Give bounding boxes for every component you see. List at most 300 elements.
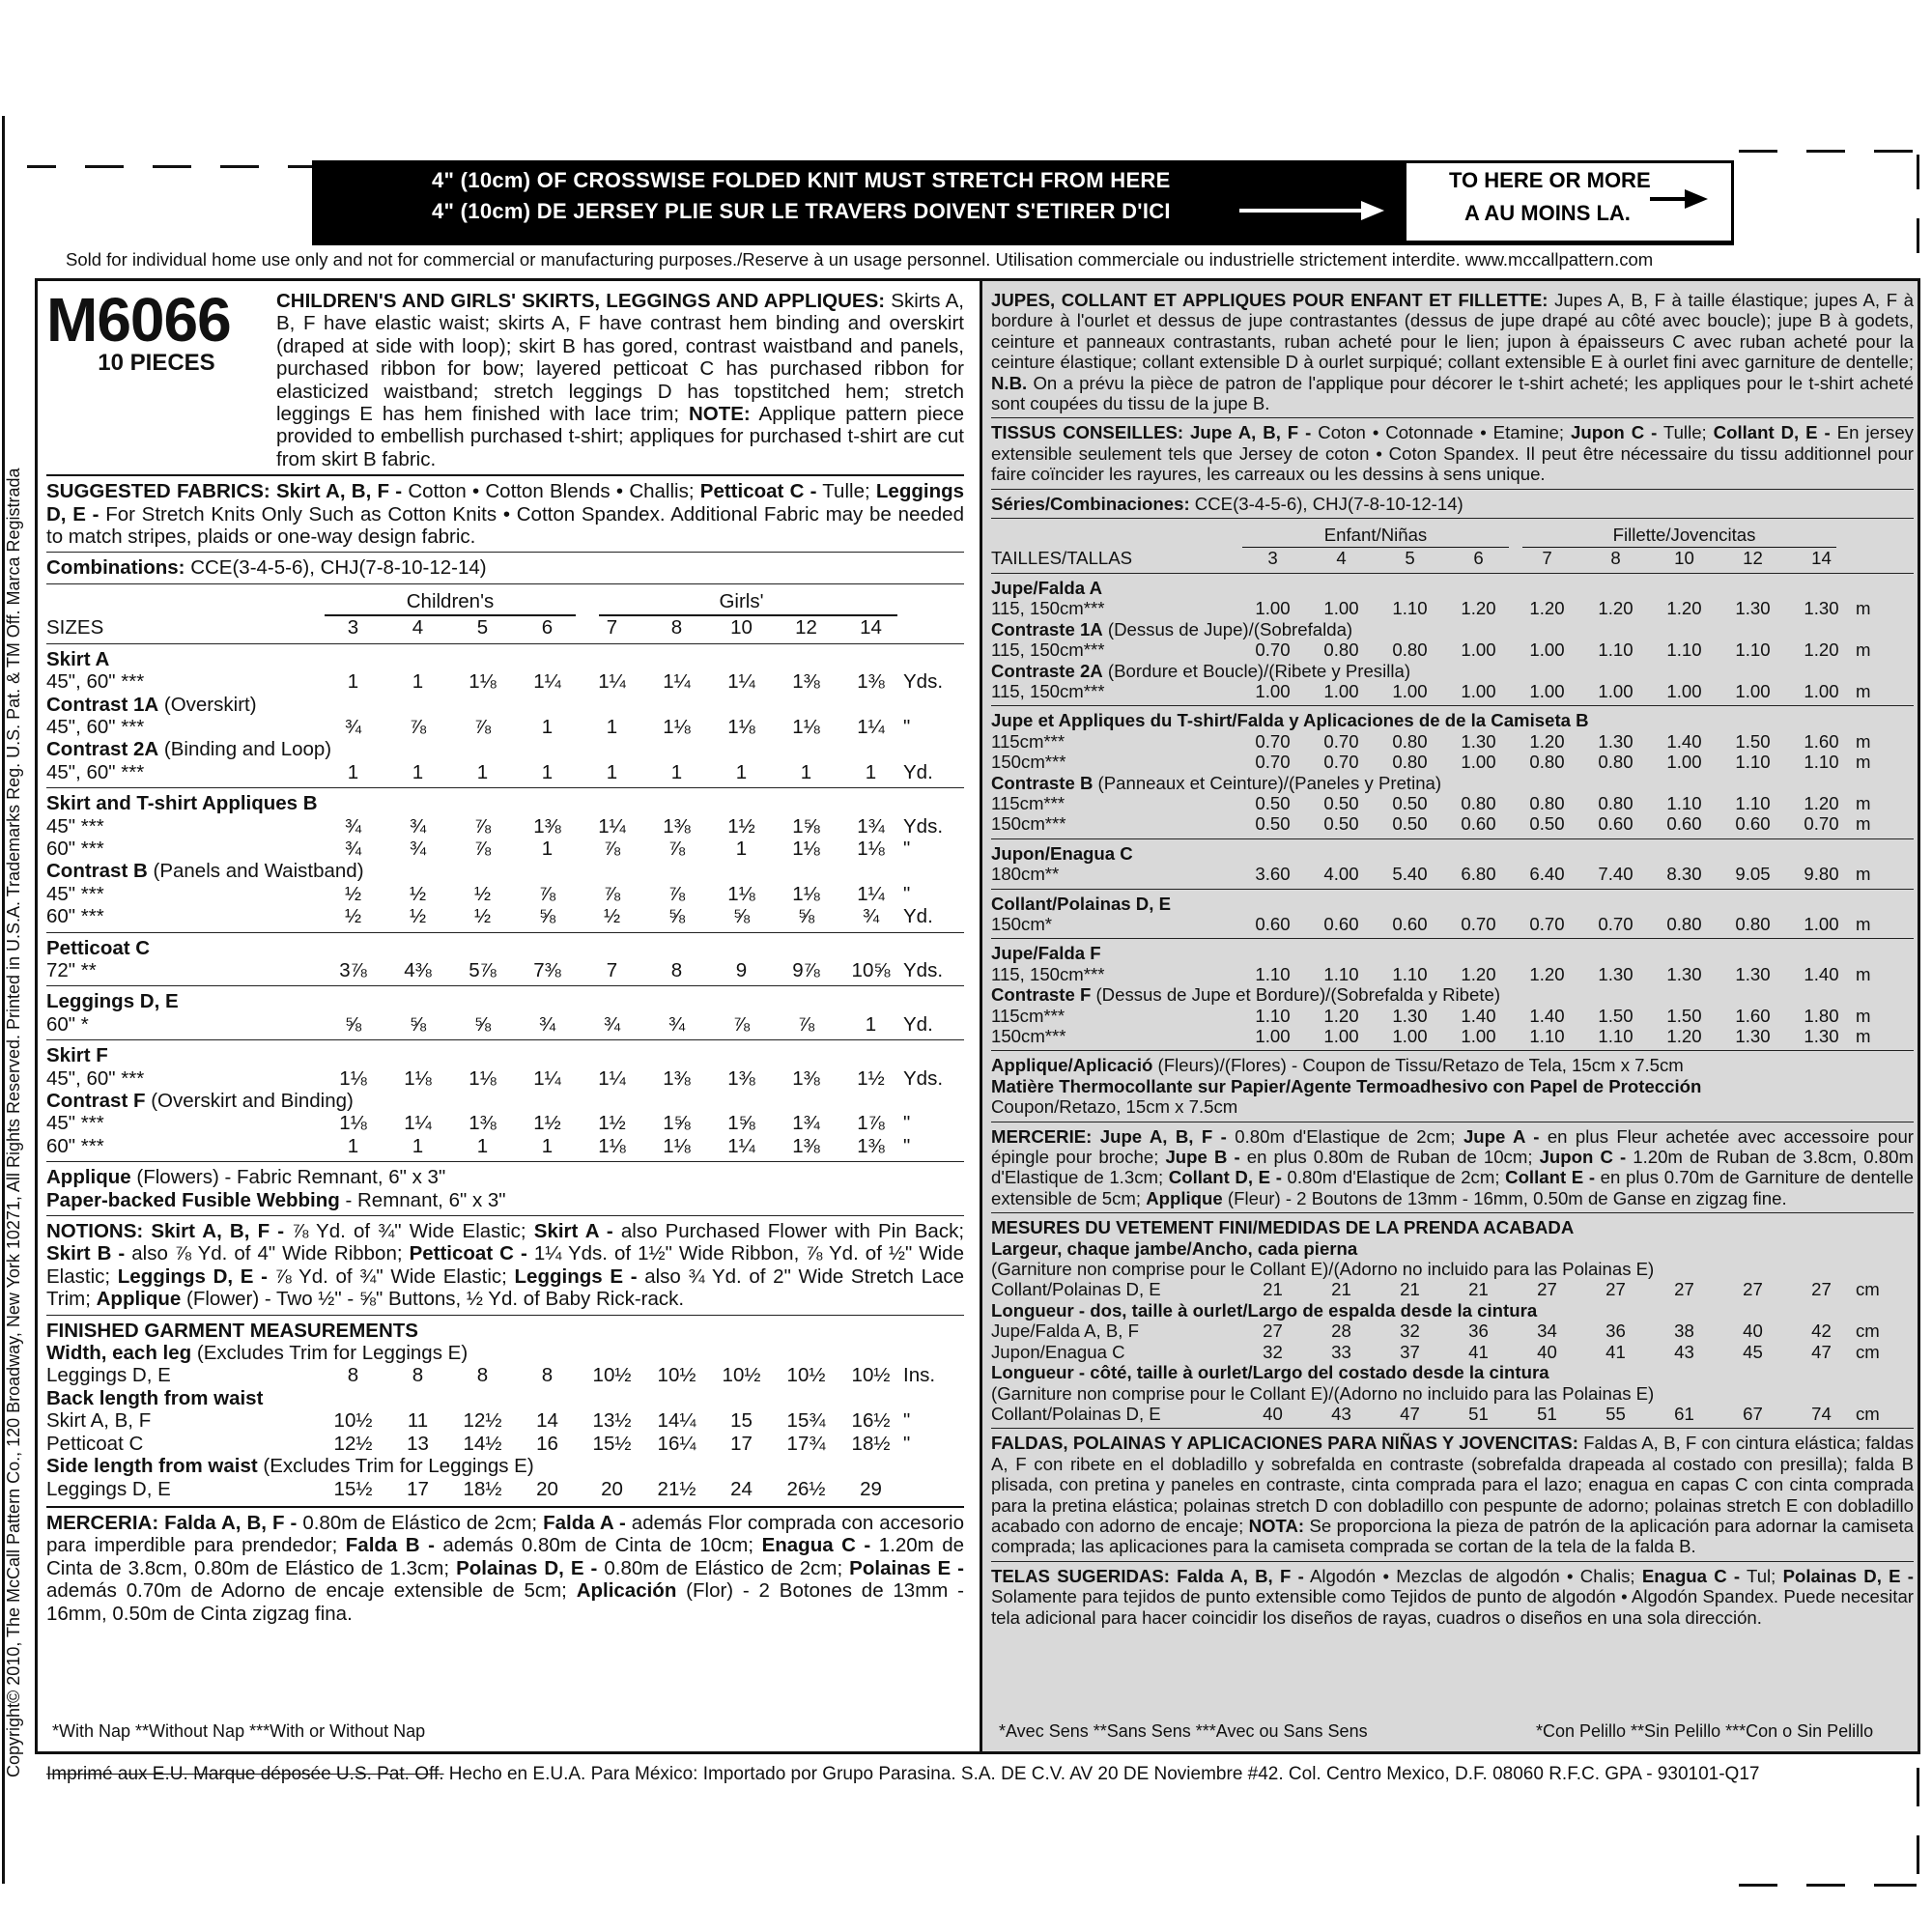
cell-value: 1.10: [1392, 598, 1428, 619]
cell-value: 1⅝: [663, 1112, 691, 1135]
french-spanish-column: [991, 290, 1914, 1628]
row-unit: m: [1856, 792, 1871, 813]
cell-value: 1: [476, 1134, 489, 1157]
table-row: [46, 716, 964, 738]
cell-value: 1.30: [1461, 730, 1496, 752]
row-unit: m: [1856, 1026, 1871, 1046]
size-label: 5: [1405, 548, 1415, 569]
cell-value: ½: [409, 905, 427, 928]
cell-value: 1: [347, 670, 359, 694]
cell-value: ½: [473, 882, 492, 905]
cell-value: 1.20: [1666, 598, 1702, 619]
cell-value: ⅞: [603, 837, 621, 860]
cell-value: 43: [1674, 1341, 1694, 1362]
row-heading: Skirt F: [46, 1044, 108, 1067]
cell-value: 1: [476, 760, 489, 783]
row-label: 115cm***: [991, 792, 1065, 813]
cell-value: 1½: [727, 814, 755, 838]
cell-value: 1⅛: [469, 1066, 497, 1090]
table-row: [46, 1067, 964, 1090]
table-row: [46, 761, 964, 783]
row-unit: Yds.: [903, 1066, 944, 1090]
cell-value: 1.20: [1461, 963, 1496, 984]
cell-value: 0.70: [1255, 752, 1291, 773]
fr-measurements: [991, 1217, 1914, 1424]
cell-value: 9.80: [1804, 864, 1839, 885]
tissus-conseilles: TISSUS CONSEILLES: Jupe A, B, F - Coton • Cotonnade • Etamine; Jupon C - Tulle; Collant D, E - En jersey extensible seulement tels que Jersey de coton • Coton Spandex. Il peut être nécessaire du tissu additionnel pour faire coïncider les rayures, les carreaux ou les dessins à sens unique.: [991, 422, 1914, 485]
row-heading: Longueur - côté, taille à ourlet/Largo del costado desde la cintura: [991, 1362, 1549, 1383]
cell-value: 40: [1743, 1321, 1763, 1342]
table-row: [46, 959, 964, 981]
row-heading: Side length from waist (Excludes Trim for Leggings E): [46, 1455, 534, 1478]
cell-value: 1½: [533, 1112, 561, 1135]
stretch-text-en: 4" (10cm) OF CROSSWISE FOLDED KNIT MUST STRETCH FROM HERE: [432, 168, 1171, 192]
cell-value: 1⅛: [792, 715, 820, 738]
row-heading: Contraste B (Panneaux et Ceinture)/(Paneles y Pretina): [991, 772, 1442, 793]
cell-value: 13½: [592, 1409, 632, 1433]
title-row: [46, 285, 964, 470]
cell-value: 10⅝: [851, 958, 891, 981]
cell-value: ⅞: [473, 814, 492, 838]
size-label: 3: [347, 616, 359, 639]
size-label: 10: [1674, 548, 1694, 569]
row-label: 45", 60" ***: [46, 1066, 145, 1090]
cell-value: 41: [1605, 1341, 1626, 1362]
table-row: [46, 1013, 964, 1036]
cell-value: 0.80: [1529, 752, 1565, 773]
table-row: [46, 1433, 964, 1455]
row-unit: m: [1856, 813, 1871, 835]
cell-value: 1.00: [1323, 680, 1359, 701]
size-label: 7: [1542, 548, 1552, 569]
cell-value: 16: [536, 1432, 558, 1455]
cell-value: 1.10: [1392, 963, 1428, 984]
cell-value: 0.50: [1255, 792, 1291, 813]
cell-value: 26½: [786, 1477, 826, 1500]
cell-value: 1.20: [1529, 598, 1565, 619]
row-label: 45" ***: [46, 814, 104, 838]
row-heading: Skirt A: [46, 647, 110, 670]
table-row: [991, 793, 1914, 813]
cell-value: 0.80: [1529, 792, 1565, 813]
es-description: FALDAS, POLAINAS Y APLICACIONES PARA NIÑAS Y JOVENCITAS: Faldas A, B, F con cintura elástica; faldas A, F con ribete en el dobladillo y sobrefalda en contraste (sobrefalda drapeada al costado con presilla); falda B plisada, con pretina y paneles en contraste, cinta comprada para el lazo; enagua en capas C con cinta comprada para la pretina elástica; polainas stretch D con dobladillo con pespunte de adorno; polainas stretch E con dobladillo acabado con adorno de encaje; NOTA: Se proporciona la pieza de patrón de la aplicación para adornar la camiseta comprada; las aplicaciones para la camiseta comprada se cortan de la tela de la falda B.: [991, 1433, 1914, 1557]
cell-value: 8: [347, 1364, 359, 1387]
row-label: 115cm***: [991, 1005, 1065, 1026]
cell-value: 10½: [592, 1364, 632, 1387]
row-heading: Contraste 1A (Dessus de Jupe)/(Sobrefalda): [991, 618, 1353, 639]
cell-value: 0.50: [1323, 813, 1359, 835]
cell-value: 41: [1468, 1341, 1489, 1362]
applique-materials: Applique (Flowers) - Fabric Remnant, 6" x 3" Paper-backed Fusible Webbing - Remnant, 6" x 3": [46, 1166, 506, 1211]
cell-value: 1: [865, 760, 877, 783]
cell-value: 10½: [851, 1364, 891, 1387]
cell-value: ½: [473, 905, 492, 928]
row-unit: Ins.: [903, 1364, 936, 1387]
cell-value: 1: [347, 1134, 359, 1157]
cell-value: 1⅜: [792, 1066, 820, 1090]
cell-value: 1.20: [1804, 639, 1839, 661]
cell-value: 1.20: [1529, 730, 1565, 752]
cell-value: ¾: [409, 814, 427, 838]
cell-value: 1.00: [1461, 680, 1496, 701]
cell-value: ⅞: [732, 1012, 751, 1036]
cell-value: ⅞: [473, 837, 492, 860]
row-label: 45", 60" ***: [46, 715, 145, 738]
row-unit: cm: [1856, 1321, 1880, 1342]
cell-value: 24: [730, 1477, 753, 1500]
cell-value: 1: [800, 760, 812, 783]
row-heading: Skirt and T-shirt Appliques B: [46, 792, 318, 815]
cell-value: 18½: [851, 1432, 891, 1455]
cell-value: 0.70: [1461, 913, 1496, 934]
cell-value: 1.40: [1804, 963, 1839, 984]
row-heading: Contrast B (Panels and Waistband): [46, 860, 364, 883]
cell-value: 1⅜: [533, 814, 561, 838]
cell-value: 1.00: [1598, 680, 1634, 701]
cell-value: 0.80: [1461, 792, 1496, 813]
row-heading: Jupon/Enagua C: [991, 842, 1133, 864]
cell-value: 1¼: [857, 882, 885, 905]
cell-value: 1.50: [1598, 1005, 1634, 1026]
table-row: [991, 864, 1914, 884]
cell-value: ⅝: [668, 905, 686, 928]
nap-legend-en: *With Nap **Without Nap ***With or Without Nap: [52, 1721, 426, 1741]
cell-value: 1¼: [663, 670, 691, 694]
cell-value: 0.70: [1323, 752, 1359, 773]
cell-value: 1.30: [1598, 963, 1634, 984]
suggested-fabrics: SUGGESTED FABRICS: Skirt A, B, F - Cotton • Cotton Blends • Challis; Petticoat C - Tulle; Leggings D, E - For Stretch Knits Only Such as Cotton Knits • Cotton Spandex. Additional Fabric may be needed to match stripes, plaids or one-way design fabric.: [46, 480, 965, 549]
table-row: [46, 838, 964, 860]
cell-value: 0.80: [1598, 792, 1634, 813]
cell-value: 1.00: [1666, 752, 1702, 773]
row-unit: m: [1856, 752, 1871, 773]
row-heading: MESURES DU VETEMENT FINI/MEDIDAS DE LA PRENDA ACABADA: [991, 1217, 1575, 1238]
cell-value: 6.40: [1529, 864, 1565, 885]
cell-value: 27: [1743, 1279, 1763, 1300]
footer-import-notice: Imprimé aux E.U. Marque déposée U.S. Pat. Off. Hecho en E.U.A. Para México: Importado por Grupo Parasina. S.A. DE C.V. AV 20 DE Noviembre #42. Col. Centro Mexico, D.F. 08060 R.F.C. GPA - 930101-Q17: [46, 1764, 1760, 1784]
row-unit: ": [903, 1134, 911, 1157]
size-label: 12: [1743, 548, 1763, 569]
cell-value: 0.60: [1461, 813, 1496, 835]
cell-value: 1: [541, 1134, 554, 1157]
cell-value: 10½: [722, 1364, 761, 1387]
cell-value: 1¾: [792, 1112, 820, 1135]
cell-value: 1.30: [1804, 1026, 1839, 1046]
table-row: [46, 1364, 964, 1386]
row-label: 60" ***: [46, 837, 104, 860]
cell-value: 8: [412, 1364, 424, 1387]
row-label: Leggings D, E: [46, 1364, 171, 1387]
cell-value: 7: [606, 958, 618, 981]
cell-value: 0.60: [1666, 813, 1702, 835]
cell-value: 0.50: [1529, 813, 1565, 835]
row-heading: Back length from waist: [46, 1386, 264, 1409]
cell-value: 0.60: [1323, 913, 1359, 934]
table-row: [991, 1321, 1914, 1341]
cell-value: 42: [1811, 1321, 1832, 1342]
cell-value: 1: [412, 1134, 424, 1157]
cell-value: 1.60: [1804, 730, 1839, 752]
cell-value: 7⅜: [533, 958, 561, 981]
cell-value: 8: [670, 958, 683, 981]
cell-value: 51: [1537, 1403, 1557, 1424]
row-label: 150cm***: [991, 813, 1066, 835]
table-row: [991, 598, 1914, 618]
cell-value: 1.10: [1735, 792, 1771, 813]
cell-value: ⅝: [538, 905, 556, 928]
stretch-target-box: [1404, 160, 1734, 243]
cell-value: 47: [1400, 1403, 1420, 1424]
row-unit: ": [903, 837, 911, 860]
nap-legend-es: *Con Pelillo **Sin Pelillo ***Con o Sin Pelillo: [1536, 1721, 1874, 1741]
cell-value: 14¼: [657, 1409, 696, 1433]
cell-value: ¾: [668, 1012, 686, 1036]
cell-value: 1.00: [1323, 1026, 1359, 1046]
row-unit: Yds.: [903, 958, 944, 981]
table-row: [46, 815, 964, 838]
row-heading: Petticoat C: [46, 936, 151, 959]
cell-value: 1.30: [1804, 598, 1839, 619]
row-unit: m: [1856, 864, 1871, 885]
row-label: 115, 150cm***: [991, 598, 1105, 619]
cell-value: 1⅛: [727, 715, 755, 738]
row-heading: Contrast 2A (Binding and Loop): [46, 738, 332, 761]
cell-value: 9: [735, 958, 748, 981]
cell-value: 0.50: [1255, 813, 1291, 835]
row-heading: Jupe/Falda F: [991, 943, 1101, 964]
cell-value: 1.30: [1735, 598, 1771, 619]
cell-value: 47: [1811, 1341, 1832, 1362]
cell-value: 21: [1331, 1279, 1351, 1300]
row-heading: Jupe et Appliques du T-shirt/Falda y Aplicaciones de de la Camiseta B: [991, 710, 1589, 731]
cell-value: 1⅜: [792, 1134, 820, 1157]
cell-value: 21½: [657, 1477, 696, 1500]
cell-value: 1: [412, 760, 424, 783]
pattern-description: CHILDREN'S AND GIRLS' SKIRTS, LEGGINGS AND APPLIQUES: Skirts A, B, F have elastic waist; skirts A, F have contrast hem binding and overskirt (draped at side with loop); skirt B has gored, contrast waistband and panels, purchased ribbon for bow; layered petticoat C has purchased ribbon for elasticized waistband; stretch leggings D has topstitched hem; stretch leggings E has hem finished with lace trim; NOTE: Applique pattern piece provided to embellish purchased t-shirt; appliques for purchased t-shirt are cut from skirt B fabric.: [276, 290, 964, 470]
stretch-text-fr: 4" (10cm) DE JERSEY PLIE SUR LE TRAVERS DOIVENT S'ETIRER D'ICI: [432, 199, 1171, 223]
cell-value: 0.70: [1255, 639, 1291, 661]
cell-value: 6.80: [1461, 864, 1496, 885]
table-row: [46, 905, 964, 927]
cell-value: 1.00: [1461, 639, 1496, 661]
cell-value: 1¼: [598, 1066, 626, 1090]
cell-value: 1¼: [727, 1134, 755, 1157]
cell-value: 1.20: [1461, 598, 1496, 619]
cell-value: 17: [730, 1432, 753, 1455]
row-unit: m: [1856, 1005, 1871, 1026]
row-label: Skirt A, B, F: [46, 1409, 152, 1433]
nap-legend-fr: *Avec Sens **Sans Sens ***Avec ou Sans Sens: [999, 1721, 1368, 1741]
cell-value: 1.10: [1598, 1026, 1634, 1046]
cell-value: 1.20: [1804, 792, 1839, 813]
row-heading: Longueur - dos, taille à ourlet/Largo de espalda desde la cintura: [991, 1299, 1538, 1321]
size-label: 6: [541, 616, 554, 639]
row-unit: m: [1856, 639, 1871, 661]
row-unit: ": [903, 882, 911, 905]
cell-value: 1: [606, 760, 618, 783]
row-label: Leggings D, E: [46, 1477, 171, 1500]
row-heading: Leggings D, E: [46, 990, 179, 1013]
cell-value: 1.40: [1529, 1005, 1565, 1026]
cell-value: ⅝: [473, 1012, 492, 1036]
cell-value: 37: [1400, 1341, 1420, 1362]
english-column: [46, 285, 965, 1625]
size-label: 4: [412, 616, 424, 639]
row-unit: cm: [1856, 1279, 1880, 1300]
cell-value: 13: [407, 1432, 429, 1455]
table-row: [991, 813, 1914, 834]
cell-value: 3⅞: [339, 958, 367, 981]
cell-value: 51: [1468, 1403, 1489, 1424]
cell-value: ¾: [344, 715, 362, 738]
row-label: 150cm*: [991, 913, 1053, 934]
cell-value: 1.10: [1255, 963, 1291, 984]
cell-value: 1⅛: [404, 1066, 432, 1090]
cell-value: 21: [1400, 1279, 1420, 1300]
cell-value: 15½: [333, 1477, 373, 1500]
row-unit: cm: [1856, 1341, 1880, 1362]
cell-value: 0.60: [1392, 913, 1428, 934]
cell-value: 1½: [857, 1066, 885, 1090]
cell-value: 4.00: [1323, 864, 1359, 885]
cell-value: ¾: [344, 814, 362, 838]
row-unit: m: [1856, 963, 1871, 984]
cell-value: 36: [1605, 1321, 1626, 1342]
size-label: 4: [1336, 548, 1347, 569]
cell-value: 1⅜: [663, 814, 691, 838]
cell-value: 8: [541, 1364, 554, 1387]
cell-value: 1¾: [857, 814, 885, 838]
row-label: 150cm***: [991, 1026, 1066, 1046]
row-heading: (Garniture non comprise pour le Collant E)/(Adorno no incluido para las Polainas E): [991, 1259, 1655, 1280]
cell-value: 15½: [592, 1432, 632, 1455]
cell-value: ½: [344, 882, 362, 905]
telas-sugeridas: TELAS SUGERIDAS: Falda A, B, F - Algodón • Mezclas de algodón • Chalis; Enagua C - Tul; Polainas D, E - Solamente para tejidos de punto extensible como Tejidos de punto de algodón • Algodón Spandex. Puede necesitar tela adicional para hacer coincidir los diseños de rayas, cuadros o diseños en una sola dirección.: [991, 1565, 1914, 1628]
cell-value: 1.80: [1804, 1005, 1839, 1026]
cell-value: ⅞: [668, 882, 686, 905]
cell-value: 36: [1468, 1321, 1489, 1342]
cell-value: 1.10: [1735, 639, 1771, 661]
row-heading: Collant/Polainas D, E: [991, 893, 1171, 914]
row-unit: m: [1856, 598, 1871, 619]
cell-value: ⅞: [668, 837, 686, 860]
yardage-table: [46, 648, 964, 1158]
cell-value: 8: [476, 1364, 489, 1387]
table-row: [991, 1342, 1914, 1362]
cell-value: 9.05: [1735, 864, 1771, 885]
cell-value: ⅝: [409, 1012, 427, 1036]
cell-value: 28: [1331, 1321, 1351, 1342]
row-label: Jupon/Enagua C: [991, 1341, 1125, 1362]
row-heading: Jupe/Falda A: [991, 577, 1103, 598]
table-row: [46, 1409, 964, 1432]
size-label: 8: [1610, 548, 1621, 569]
pieces-count: 10 PIECES: [98, 350, 215, 376]
row-heading: Contrast F (Overskirt and Binding): [46, 1090, 354, 1112]
cell-value: ½: [409, 882, 427, 905]
row-label: 150cm***: [991, 752, 1066, 773]
cell-value: 1.10: [1598, 639, 1634, 661]
cell-value: 61: [1674, 1403, 1694, 1424]
cell-value: 40: [1263, 1403, 1283, 1424]
cell-value: 1.00: [1255, 1026, 1291, 1046]
cell-value: 1.40: [1666, 730, 1702, 752]
cell-value: 0.70: [1804, 813, 1839, 835]
cell-value: 1.20: [1666, 1026, 1702, 1046]
row-unit: ": [903, 1432, 911, 1455]
size-label: 8: [670, 616, 683, 639]
cell-value: 0.80: [1392, 639, 1428, 661]
row-label: 60" ***: [46, 1134, 104, 1157]
cell-value: 7.40: [1598, 864, 1634, 885]
table-row: [46, 883, 964, 905]
cell-value: 1⅛: [339, 1066, 367, 1090]
cell-value: 21: [1468, 1279, 1489, 1300]
cell-value: 1.30: [1392, 1005, 1428, 1026]
cell-value: 1.00: [1255, 598, 1291, 619]
size-label: 6: [1473, 548, 1484, 569]
cell-value: 14½: [463, 1432, 502, 1455]
row-unit: Yd.: [903, 905, 933, 928]
cell-value: 0.50: [1392, 792, 1428, 813]
cell-value: 1.00: [1529, 639, 1565, 661]
cell-value: 1: [865, 1012, 877, 1036]
column-divider: [980, 278, 982, 1754]
row-label: Collant/Polainas D, E: [991, 1279, 1161, 1300]
cell-value: 1.00: [1461, 1026, 1496, 1046]
fr-description: JUPES, COLLANT ET APPLIQUES POUR ENFANT ET FILLETTE: Jupes A, B, F à taille élastique; jupes A, F à bordure à l'ourlet et dessus de jupe contrastantes (dessus de jupe drapé au côté avec boucle); jupe B à godets, ceinture et panneaux contrastants, ruban acheté pour le lien; jupon à épaisseurs C avec ruban acheté pour la ceinture élastique; collant extensible D à ourlet surpiqué; collant extensible E à ourlet fini avec garniture de dentelle; N.B. On a prévu la pièce de patron de l'applique pour décorer le t-shirt acheté; les appliques pour le t-shirt acheté sont coupées du tissu de la jupe B.: [991, 290, 1914, 414]
size-groups: Children's Girls': [406, 589, 764, 612]
fr-applique: Applique/Aplicació (Fleurs)/(Flores) - Coupon de Tissu/Retazo de Tela, 15cm x 7.5cm Matière Thermocollante sur Papier/Agente Termoadhesivo con Papel de Protección Coupon/Retazo, 15cm x 7.5cm: [991, 1055, 1702, 1118]
cell-value: 1¼: [598, 670, 626, 694]
cell-value: 10½: [657, 1364, 696, 1387]
row-heading: (Garniture non comprise pour le Collant E)/(Adorno no incluido para las Polainas E): [991, 1382, 1655, 1404]
cell-value: 1.00: [1666, 680, 1702, 701]
cell-value: ½: [603, 905, 621, 928]
merceria: MERCERIA: Falda A, B, F - 0.80m de Elástico de 2cm; Falda A - además Flor comprada con accesorio para imperdible para prendedor; Falda B - además 0.80m de Cinta de 10cm; Enagua C - 1.20m de Cinta de 3.8cm, 0.80m de Elástico de 1.3cm; Polainas D, E - 0.80m de Elástico de 2cm; Polainas E - además 0.70m de Adorno de encaje extensible de 5cm; Aplicación (Flor) - 2 Botones de 13mm - 16mm, 0.50m de Cinta zigzag fina.: [46, 1511, 965, 1625]
stretch-gauge-bar: [312, 160, 1734, 245]
row-label: 115, 150cm***: [991, 680, 1105, 701]
table-row: [991, 752, 1914, 772]
cell-value: 27: [1263, 1321, 1283, 1342]
cell-value: 1⅜: [663, 1066, 691, 1090]
notions: NOTIONS: Skirt A, B, F - ⅞ Yd. of ¾" Wide Elastic; Skirt A - also Purchased Flower with Pin Back; Skirt B - also ⅞ Yd. of 4" Wide Ribbon; Petticoat C - 1¼ Yds. of 1½" Wide Ribbon, ⅞ Yd. of ½" Wide Elastic; Leggings D, E - ⅞ Yd. of ¾" Wide Elastic; Leggings E - also ¾ Yd. of 2" Wide Stretch Lace Trim; Applique (Flower) - Two ½" - ⅝" Buttons, ½ Yd. of Baby Rick-rack.: [46, 1220, 965, 1311]
cell-value: 5.40: [1392, 864, 1428, 885]
cell-value: 1.00: [1735, 680, 1771, 701]
cell-value: 1: [412, 670, 424, 694]
combinations: Combinations: CCE(3-4-5-6), CHJ(7-8-10-12-14): [46, 556, 487, 580]
cell-value: 1.30: [1598, 730, 1634, 752]
cell-value: 20: [601, 1477, 623, 1500]
row-label: 115, 150cm***: [991, 639, 1105, 661]
cell-value: 1.30: [1735, 1026, 1771, 1046]
cell-value: 27: [1605, 1279, 1626, 1300]
cell-value: 1.10: [1255, 1005, 1291, 1026]
cell-value: 55: [1605, 1403, 1626, 1424]
cell-value: 1¼: [857, 715, 885, 738]
cell-value: 1: [347, 760, 359, 783]
cell-value: 17¾: [786, 1432, 826, 1455]
table-row: [991, 681, 1914, 701]
row-heading: Contraste F (Dessus de Jupe et Bordure)/(Sobrefalda y Ribete): [991, 984, 1501, 1006]
cell-value: 1.50: [1666, 1005, 1702, 1026]
cell-value: 1⅝: [792, 814, 820, 838]
cell-value: 12½: [333, 1432, 373, 1455]
table-row: [991, 914, 1914, 934]
row-label: 60" *: [46, 1012, 89, 1036]
arrow-right-icon: [1650, 188, 1708, 210]
cell-value: 11: [407, 1409, 429, 1433]
